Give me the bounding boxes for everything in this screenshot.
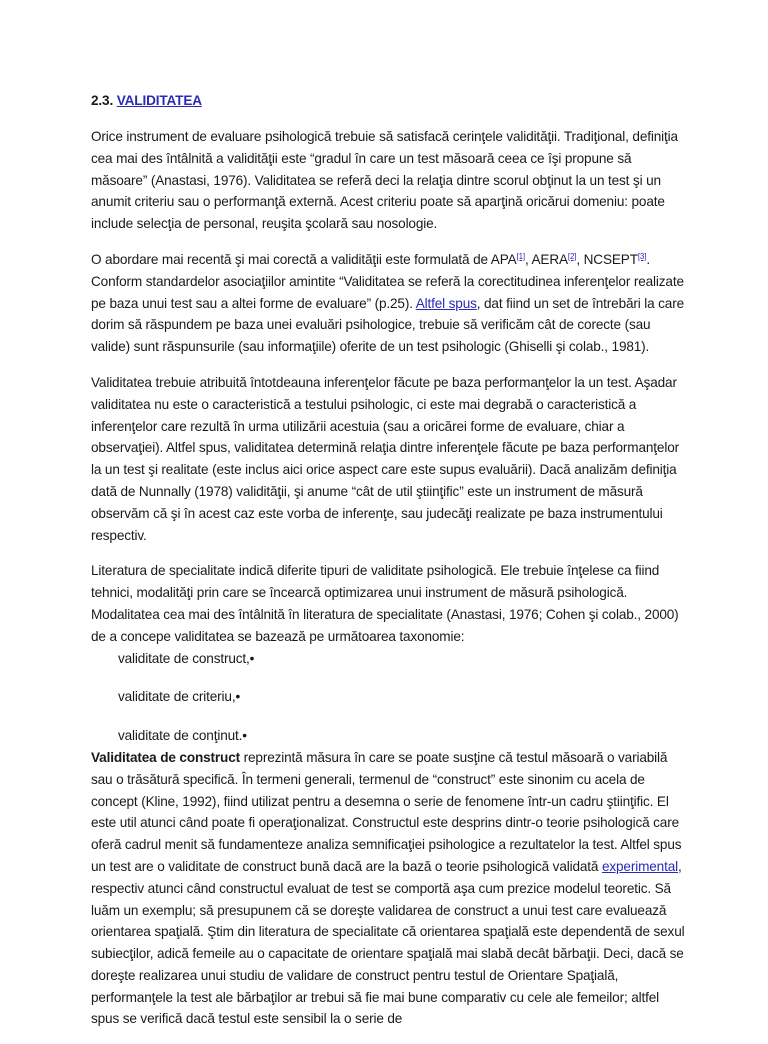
altfel-spus-link[interactable]: Altfel spus [415, 295, 477, 311]
footnote-ref-1[interactable]: [1] [516, 251, 525, 261]
paragraph-standards [91, 249, 687, 358]
list-item: validitate de construct,• [118, 650, 255, 666]
section-heading [91, 91, 687, 111]
list-item: validitate de conţinut.• [118, 728, 247, 744]
section-title-link[interactable]: VALIDITATEA [116, 93, 202, 108]
paragraph-text: O abordare mai recentă şi mai corectă a validităţii este formulată de APA [91, 251, 517, 267]
paragraph-taxonomy: Literatura de specialitate indică diferite tipuri de validitate psihologică. Ele trebuie înţelese ca fiind tehnici, modalităţi prin care se încearcă optimizarea unui instrument de măsură psihologică. Modalitatea cea mai des întâlnită în literatura de specialitate (Anastasi, 1976; Cohen şi colab., 2000) de a concepe validitatea se bazează pe următoarea taxonomie: [91, 563, 679, 644]
footnote-ref-2[interactable]: [2] [567, 251, 577, 261]
list-item: validitate de criteriu,• [118, 689, 241, 705]
paragraph-inferences: Validitatea trebuie atribuită întotdeauna inferenţelor făcute pe baza performanţelor la un test. Aşadar validitatea nu este o caracteristică a testului psihologic, ci este mai degrabă o caracteristică a inferenţelor care rezultă în urma utilizării acestuia (sau a oricărei forme de evaluare, chiar a observaţiei). Altfel spus, validitatea determină relaţia dintre inferenţele făcute pe baza performanţelor la un test şi realitate (este inclus aici orice aspect care este supus evaluării). Dacă analizăm definiţia dată de Nunnally (1978) validităţii, şi anume “cât de util ştiinţific” este un instrument de măsură observăm că şi în acest caz este vorba de inferenţe, sau judecăţi realizate pe baza instrumentului respectiv. [91, 374, 679, 543]
paragraph-text: . Conform standardelor asociaţiilor amintite “Validitatea se referă la corectitudinea inferenţelor realizate pe baza unui test sau a altei forme de evaluare” (p.25). [91, 251, 684, 311]
paragraph-definition: Orice instrument de evaluare psihologică trebuie să satisfacă cerinţele validităţii. Tradiţional, definiţia cea mai des întâlnită a validităţii este “gradul în care un test măsoară ceea ce îşi propune să măsoare” (Anastasi, 1976). Validitatea se referă deci la relaţia dintre scorul obţinut la un test şi un anumit criteriu sau o performanţă externă. Acest criteriu poate să aparţină oricărui domeniu: poate include selecţia de personal, reuşita şcolară sau nosologie. [91, 129, 678, 232]
paragraph-text: , AERA [524, 251, 568, 267]
paragraph-text: , NCSEPT [576, 251, 638, 267]
footnote-ref-3[interactable]: [3] [637, 251, 647, 261]
section-number: 2.3. [91, 93, 114, 108]
paragraph-text: reprezintă măsura în care se poate susţine că testul măsoară o variabilă sau o trăsătură specifică. În termeni generali, termenul de “construct” este sinonim cu acela de concept (Kline, 1992), fiind utilizat pentru a desemna o serie de fenomene într-un cadru ştiinţific. El este util atunci când poate fi operaţionalizat. Constructul este desprins dintr-o teorie psihologică care oferă cadrul menit să fundamenteze analiza semnificaţiei psihologice a rezultatelor la test. Altfel spus un test are o validitate de construct bună dacă are la bază o teorie psihologică validată [91, 749, 682, 874]
paragraph-text: , respectiv atunci când constructul evaluat de test se comportă aşa cum prezice modelul teoretic. Să luăm un exemplu; să presupunem că se doreşte validarea de construct a unui test care evaluează orientarea spaţială. Ştim din literatura de specialitate că orientarea spaţială este dependentă de sexul subiecţilor, adică femeile au o capacitate de orientare spaţială mai slabă decât bărbaţii. Deci, dacă se doreşte realizarea unui studiu de validare de construct pentru testul de Orientare Spaţială, performanţele la test ale bărbaţilor ar trebui să fie mai bune comparativ cu cele ale femeilor; altfel spus se verifică dacă testul este sensibil la o serie de [91, 858, 685, 1027]
validity-types-list [91, 648, 687, 747]
bold-term: Validitatea de construct [91, 749, 240, 765]
document-page [91, 91, 687, 1044]
paragraph-text: , dat fiind un set de întrebări la care dorim să răspundem pe baza unei evaluări psihologice, trebuie să verificăm cât de corecte (sau valide) sunt răspunsurile (sau informaţiile) oferite de un test psihologic (Ghiselli şi colab., 1981). [91, 295, 685, 355]
paragraph-construct-validity [91, 747, 687, 1030]
experimental-link[interactable]: experimental [601, 858, 678, 874]
